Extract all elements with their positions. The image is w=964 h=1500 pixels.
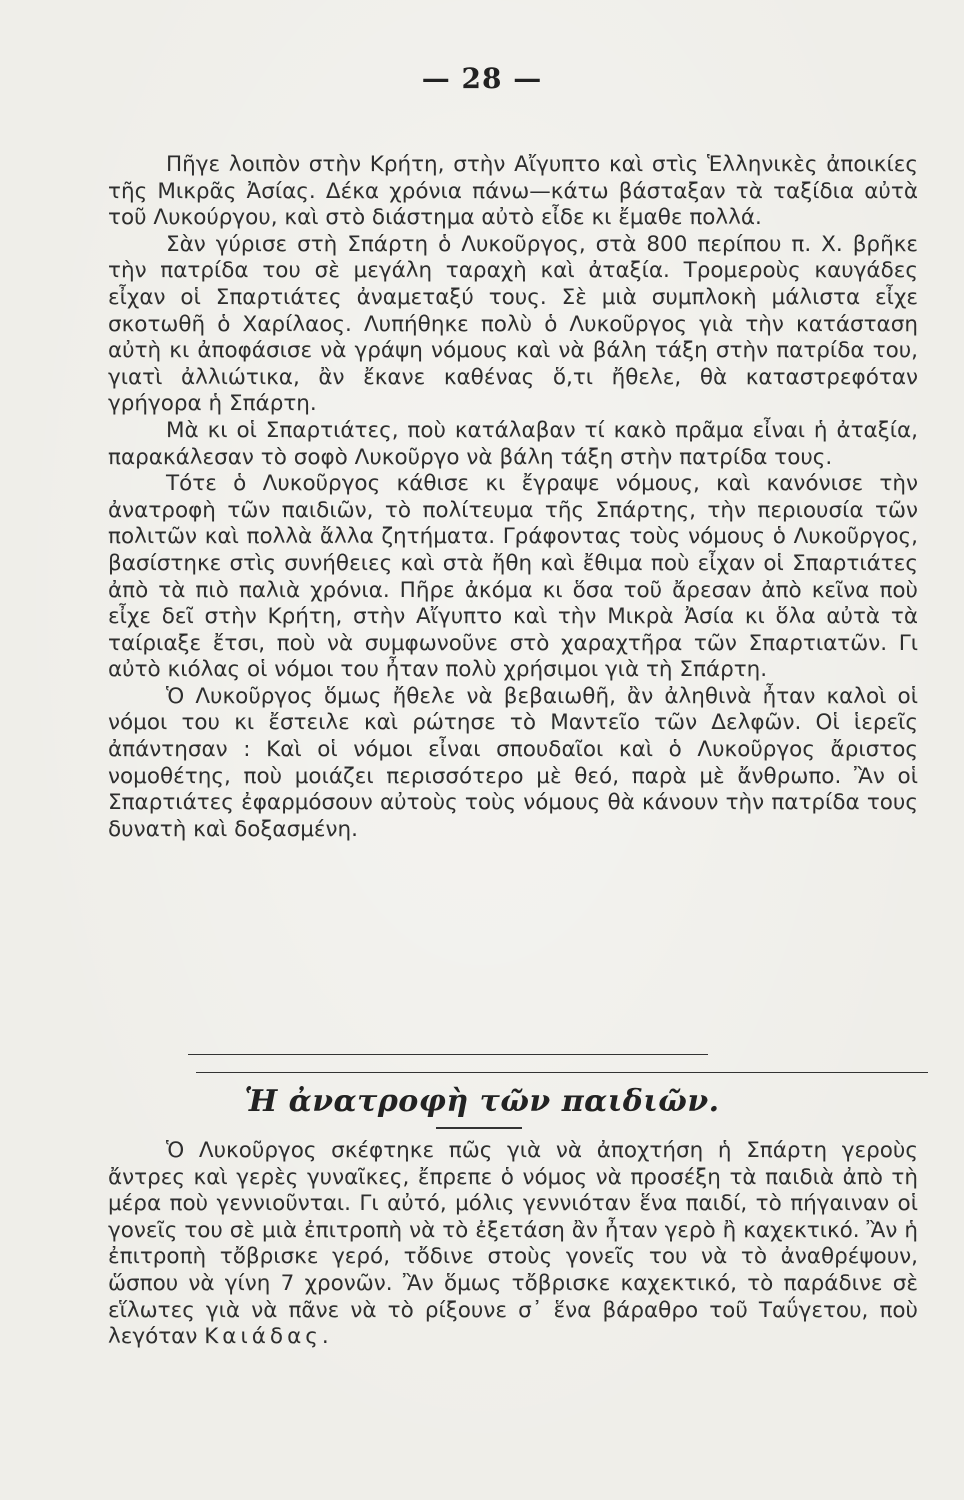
- paragraph: Μὰ κι οἱ Σπαρτιάτες, ποὺ κατάλαβαν τί κακὸ πρᾶμα εἶναι ἡ ἀταξία, παρακάλεσαν τὸ σοφὸ Λυκοῦργο νὰ βάλη τάξη στὴν πατρίδα τους.: [108, 417, 918, 470]
- paragraph: Πῆγε λοιπὸν στὴν Κρήτη, στὴν Αἴγυπτο καὶ στὶς Ἑλληνικὲς ἀποικίες τῆς Μικρᾶς Ἀσίας. Δέκα χρόνια πάνω—κάτω βάσταξαν τὰ ταξίδια αὐτὰ τοῦ Λυκούργου, καὶ στὸ διάστημα αὐτὸ εἶδε κι ἔμαθε πολλά.: [108, 152, 918, 231]
- page-number: — 28 —: [421, 62, 543, 95]
- paragraph: Τότε ὁ Λυκοῦργος κάθισε κι ἔγραψε νόμους, καὶ κανόνισε τὴν ἀνατροφὴ τῶν παιδιῶν, τὸ πολίτευμα τῆς Σπάρτης, τὴν περιουσία τῶν πολιτῶν καὶ πολλὰ ἄλλα ζητήματα. Γράφοντας τοὺς νόμους ὁ Λυκοῦργος, βασίστηκε στὶς συνήθειες καὶ στὰ ἤθη καὶ ἔθιμα ποὺ εἶχαν οἱ Σπαρτιάτες ἀπὸ τὰ πιὸ παλιὰ χρόνια. Πῆρε ἀκόμα κι ὅσα τοῦ ἄρεσαν ἀπὸ κεῖνα ποὺ εἶχε δεῖ στὴν Κρήτη, στὴν Αἴγυπτο καὶ τὴν Μικρὰ Ἀσία κι ὅλα αὐτὰ τὰ ταίριαξε ἔτσι, ποὺ νὰ συμφωνοῦνε στὸ χαραχτῆρα τῶν Σπαρτιατῶν. Γι αὐτὸ κιόλας οἱ νόμοι του ἦταν πολὺ χρήσιμοι γιὰ τὴ Σπάρτη.: [108, 471, 918, 683]
- place-name: Καιάδας.: [204, 1324, 333, 1350]
- main-text: [108, 152, 918, 843]
- paragraph: Σὰν γύρισε στὴ Σπάρτη ὁ Λυκοῦργος, στὰ 800 περίπου π. Χ. βρῆκε τὴν πατρίδα του σὲ μεγάλη ταραχὴ καὶ ἀταξία. Τρομεροὺς καυγάδες εἶχαν οἱ Σπαρτιάτες ἀναμεταξύ τους. Σὲ μιὰ συμπλοκὴ μάλιστα εἶχε σκοτωθῆ ὁ Χαρίλαος. Λυπήθηκε πολὺ ὁ Λυκοῦργος γιὰ τὴν κατάσταση αὐτὴ κι ἀποφάσισε νὰ γράψη νόμους καὶ νὰ βάλη τάξη στὴν πατρίδα του, γιατὶ ἀλλιώτικα, ἂν ἔκανε καθένας ὅ,τι ἤθελε, θὰ καταστρεφόταν γρήγορα ἡ Σπάρτη.: [108, 231, 918, 417]
- heading-underline: [436, 1127, 522, 1129]
- section-text: [108, 1138, 918, 1351]
- section-heading: Ἡ ἀνατροφὴ τῶν παιδιῶν.: [244, 1084, 720, 1119]
- paragraph: [108, 1138, 918, 1351]
- paragraph: Ὁ Λυκοῦργος ὅμως ἤθελε νὰ βεβαιωθῆ, ἂν ἀληθινὰ ἦταν καλοὶ οἱ νόμοι του κι ἔστειλε καὶ ρώτησε τὸ Μαντεῖο τῶν Δελφῶν. Οἱ ἱερεῖς ἀπάντησαν : Καὶ οἱ νόμοι εἶναι σπουδαῖοι καὶ ὁ Λυκοῦργος ἄριστος νομοθέτης, ποὺ μοιάζει περισσότερο μὲ θεό, παρὰ μὲ ἄνθρωπο. Ἂν οἱ Σπαρτιάτες ἐφαρμόσουν αὐτοὺς τοὺς νόμους θὰ κάνουν τὴν πατρίδα τους δυνατὴ καὶ δοξασμένη.: [108, 683, 918, 842]
- paragraph-text: Ὁ Λυκοῦργος σκέφτηκε πῶς γιὰ νὰ ἀποχτήση ἡ Σπάρτη γεροὺς ἄντρες καὶ γερὲς γυναῖκες, ἔπρεπε ὁ νόμος νὰ προσέξη τὰ παιδιὰ ἀπὸ τὴ μέρα ποὺ γεννιοῦνται. Γι αὐτό, μόλις γεννιόταν ἕνα παιδί, τὸ πήγαιναν οἱ γονεῖς του σὲ μιὰ ἐπιτροπὴ νὰ τὸ ἐξετάση ἂν ἦταν γερὸ ἢ καχεκτικό. Ἂν ἡ ἐπιτροπὴ τὄβρισκε γερό, τὄδινε στοὺς γονεῖς του νὰ τὸ ἀναθρέψουν, ὥσπου νὰ γίνη 7 χρονῶν. Ἂν ὅμως τὄβρισκε καχεκτικό, τὸ παράδινε σὲ εἵλωτες γιὰ νὰ πᾶνε νὰ τὸ ρίξουνε σ᾽ ἕνα βάραθρο τοῦ Ταΰγετου, ποὺ λεγόταν: [108, 1138, 918, 1350]
- divider-line: [196, 1072, 928, 1073]
- divider-line: [188, 1054, 708, 1055]
